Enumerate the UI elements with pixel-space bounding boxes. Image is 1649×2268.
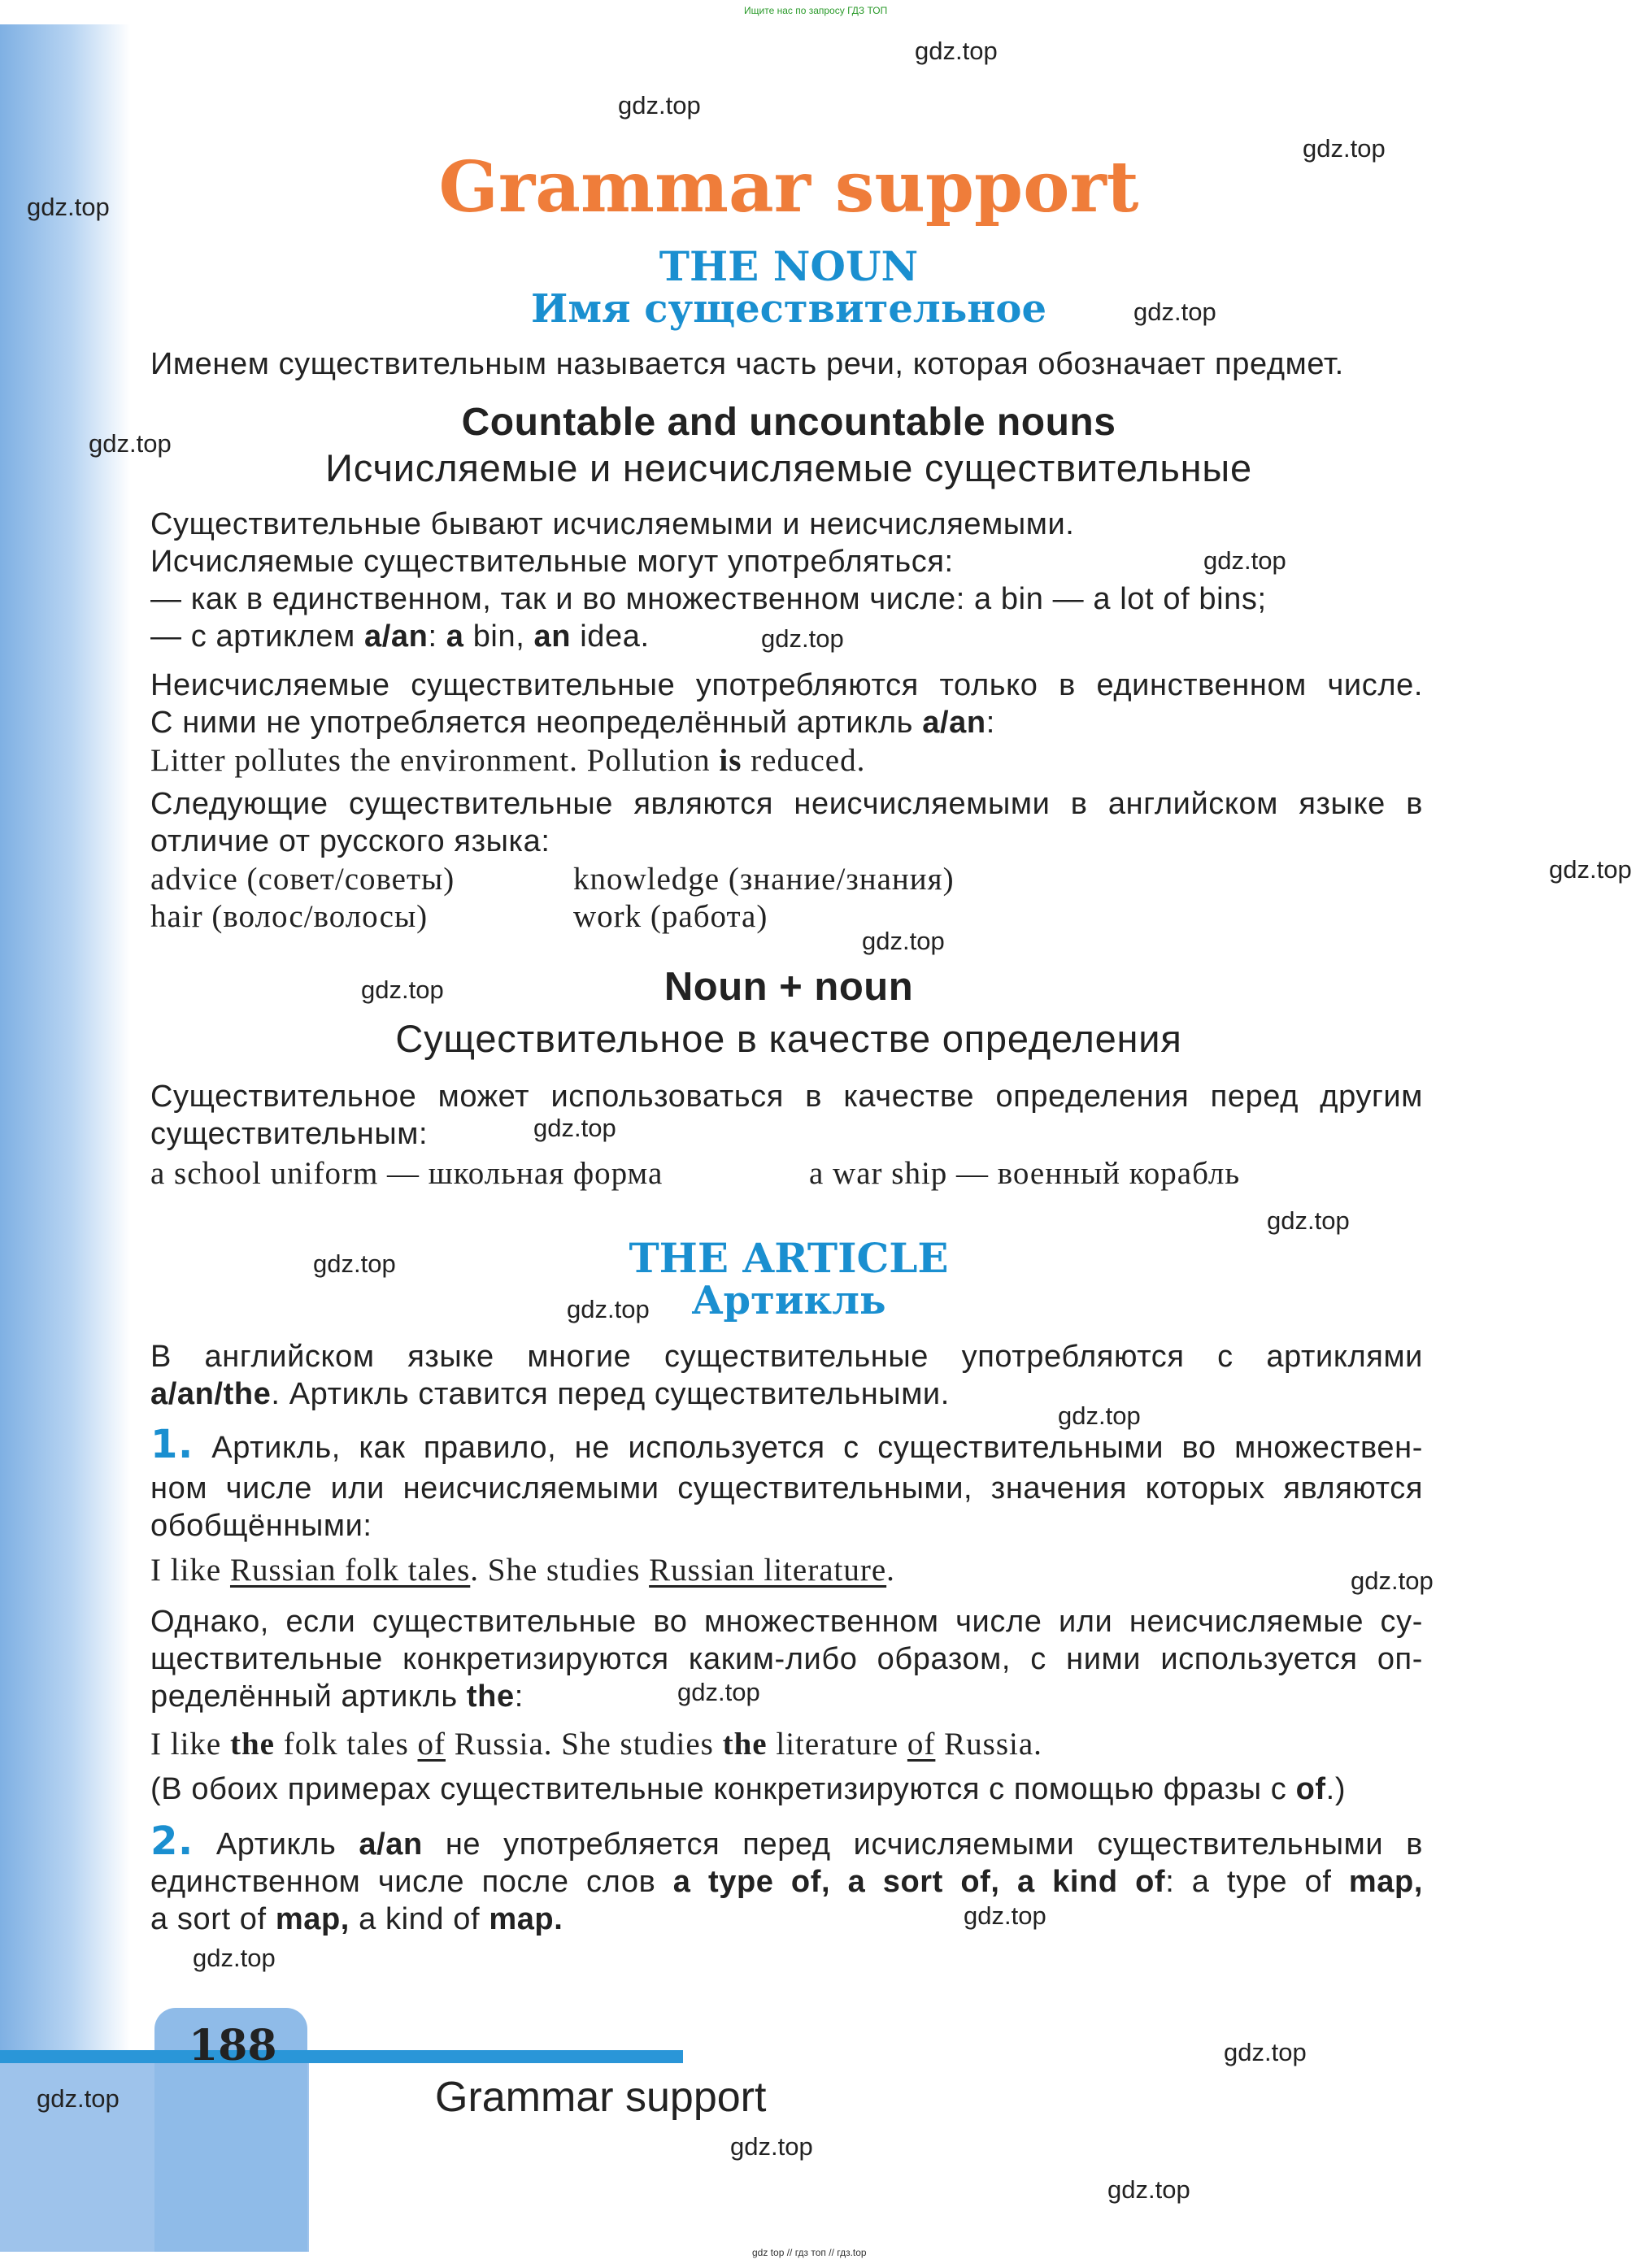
r2-l3-map1: map,	[275, 1902, 350, 1936]
watermark: gdz.top	[677, 1678, 760, 1706]
footer-rule	[0, 2050, 683, 2063]
r2-l3-map2: map.	[489, 1902, 563, 1936]
rule1-example	[150, 1551, 1423, 1589]
watermark: gdz.top	[915, 37, 998, 65]
noun-noun-p1-line2: существительным:	[150, 1117, 429, 1151]
countable-p6	[150, 704, 1423, 742]
countable-p7-line1: Следующие существительные являются неисчисляемыми в английском языке в	[150, 787, 1423, 821]
r1-ex-c: . She studies	[470, 1553, 650, 1588]
watermark: gdz.top	[964, 1901, 1046, 1930]
p6-text-a: С ними не употребляется неопределённый артикль	[150, 706, 923, 740]
watermark: gdz.top	[1224, 2038, 1307, 2066]
watermark: gdz.top	[533, 1114, 616, 1142]
rule1-line1	[150, 1422, 1423, 1467]
r1b-ex-of2: of	[907, 1727, 936, 1762]
r2-l2-a: единственном числе после слов	[150, 1865, 673, 1899]
noun-noun-heading-en: Noun + noun	[664, 965, 914, 1009]
r1b-ex-the1: the	[229, 1727, 275, 1762]
r2-l1-a: Артикль	[215, 1827, 359, 1862]
watermark: gdz.top	[37, 2084, 120, 2113]
article-intro-articles: a/an/the	[150, 1377, 272, 1411]
r1b-note-of: of	[1295, 1772, 1326, 1806]
word-work: work (работа)	[573, 899, 768, 934]
rule2-line1	[150, 1818, 1423, 1864]
watermark: gdz.top	[730, 2132, 813, 2161]
r2-l2-phrases: a type of, a sort of, a kind of	[672, 1865, 1166, 1899]
r2-l2-map: map,	[1348, 1865, 1424, 1899]
r1b-ex-e: Russia. She studies	[446, 1727, 723, 1762]
rule2-line3	[150, 1901, 1423, 1939]
countable-heading-en: Countable and uncountable nouns	[461, 401, 1116, 444]
r1b-ex-g: literature	[767, 1727, 907, 1762]
watermark: gdz.top	[1133, 298, 1216, 326]
watermark: gdz.top	[361, 975, 444, 1004]
r1b-note-c: .)	[1325, 1772, 1347, 1806]
watermark: gdz.top	[1203, 546, 1286, 575]
r1-ex-b: Russian folk tales	[229, 1553, 471, 1588]
rule1-line3: обобщёнными:	[150, 1509, 372, 1543]
r1b-l3-c: :	[514, 1679, 524, 1714]
p4-text-c: :	[428, 619, 446, 654]
ex1-is: is	[719, 743, 742, 778]
r1-ex-d: Russian literature	[649, 1553, 887, 1588]
page-title: Grammar support	[438, 146, 1139, 228]
noun-title-en: THE NOUN	[659, 242, 919, 290]
noun-noun-example-1: a school uniform — школьная форма	[150, 1156, 664, 1191]
watermark: gdz.top	[89, 429, 172, 458]
watermark: gdz.top	[1107, 2175, 1190, 2204]
r2-l1-c: не употребляется перед исчисляемыми существительными в	[422, 1827, 1423, 1862]
r1b-ex-the2: the	[722, 1727, 768, 1762]
noun-noun-heading-ru: Существительное в качестве определения	[395, 1017, 1182, 1060]
countable-p5: Неисчисляемые существительные употребляются только в единственном числе.	[150, 668, 1423, 702]
countable-example	[150, 741, 1423, 780]
footer-links[interactable]: gdz top // гдз топ // гдз.top	[752, 2247, 867, 2258]
p4-article: a/an	[364, 619, 429, 654]
noun-definition: Именем существительным называется часть речи, которая обозначает предмет.	[150, 347, 1344, 381]
watermark: gdz.top	[761, 624, 844, 653]
rule2-number: 2.	[150, 1818, 194, 1864]
watermark: gdz.top	[1303, 134, 1386, 163]
watermark: gdz.top	[313, 1249, 396, 1278]
r1b-ex-of1: of	[417, 1727, 446, 1762]
r1b-ex-c: folk tales	[274, 1727, 418, 1762]
r2-l2-c: : a type of	[1165, 1865, 1349, 1899]
watermark: gdz.top	[1351, 1566, 1434, 1595]
watermark: gdz.top	[862, 927, 945, 955]
rule1b-line1: Однако, если существительные во множественном числе или неисчисляемые су-	[150, 1605, 1423, 1639]
countable-p1: Существительные бывают исчисляемыми и неисчисляемыми.	[150, 507, 1075, 541]
ex1-text-a: Litter pollutes the environment. Pollution	[150, 743, 720, 778]
watermark: gdz.top	[1549, 855, 1632, 884]
article-intro-rest: . Артикль ставится перед существительными.	[271, 1377, 950, 1411]
noun-title-ru: Имя существительное	[531, 286, 1046, 332]
article-title-ru: Артикль	[691, 1278, 886, 1323]
countable-p3: — как в единственном, так и во множественном числе: a bin — a lot of bins;	[150, 582, 1267, 616]
article-intro-line1: В английском языке многие существительные употребляются с артиклями	[150, 1340, 1423, 1374]
rule1b-line2: ществительные конкретизируются каким-либо образом, с ними используется оп-	[150, 1642, 1423, 1676]
rule1b-line3	[150, 1678, 1423, 1716]
watermark: gdz.top	[618, 91, 701, 119]
page-number: 188	[189, 2021, 277, 2070]
countable-p2: Исчисляемые существительные могут употребляться:	[150, 545, 954, 579]
watermark: gdz.top	[27, 193, 110, 221]
footer-section-title: Grammar support	[435, 2074, 767, 2121]
p6-article: a/an	[922, 706, 986, 740]
search-hint-link[interactable]: Ищите нас по запросу ГДЗ ТОП	[744, 5, 888, 16]
noun-noun-p1-line1: Существительное может использоваться в качестве определения перед другим	[150, 1080, 1423, 1114]
watermark: gdz.top	[1267, 1206, 1350, 1235]
rule2-line2	[150, 1863, 1423, 1901]
r1-ex-a: I like	[150, 1553, 230, 1588]
noun-noun-example-2: a war ship — военный корабль	[809, 1156, 1241, 1191]
p4-a: a	[446, 619, 464, 654]
word-hair: hair (волос/волосы)	[150, 899, 429, 934]
article-title-en: THE ARTICLE	[629, 1234, 949, 1282]
side-gradient-strip	[0, 24, 130, 2244]
p4-text-e: bin,	[463, 619, 534, 654]
countable-heading-ru: Исчисляемые и неисчисляемые существительные	[325, 446, 1252, 489]
r2-l1-article: a/an	[359, 1827, 423, 1862]
countable-p7-line2: отличие от русского языка:	[150, 824, 550, 858]
watermark: gdz.top	[1058, 1401, 1141, 1430]
rule1-line2: ном числе или неисчисляемыми существительными, значения которых являются	[150, 1471, 1423, 1505]
r2-l3-c: a kind of	[349, 1902, 489, 1936]
rule1b-note	[150, 1771, 1423, 1809]
r1b-l3-a: ределённый артикль	[150, 1679, 467, 1714]
r1b-l3-the: the	[466, 1679, 515, 1714]
ex1-text-c: reduced.	[742, 743, 866, 778]
watermark: gdz.top	[193, 1944, 276, 1972]
p4-text-g: idea.	[571, 619, 650, 654]
word-knowledge: knowledge (знание/знания)	[573, 862, 955, 897]
r1b-ex-a: I like	[150, 1727, 230, 1762]
watermark: gdz.top	[567, 1295, 650, 1323]
r1b-note-a: (В обоих примерах существительные конкретизируются с помощью фразы с	[150, 1772, 1296, 1806]
p6-text-c: :	[985, 706, 995, 740]
p4-text-a: — с артиклем	[150, 619, 365, 654]
rule1-number: 1.	[150, 1422, 194, 1467]
article-intro-line2	[150, 1375, 1423, 1414]
p4-an: an	[533, 619, 572, 654]
r1-ex-e: .	[886, 1553, 895, 1588]
r2-l3-a: a sort of	[150, 1902, 276, 1936]
word-advice: advice (совет/советы)	[150, 862, 455, 897]
rule1-text-1: Артикль, как правило, не используется с существительными во множествен-	[211, 1431, 1423, 1465]
r1b-ex-i: Russia.	[935, 1727, 1042, 1762]
rule1b-example	[150, 1725, 1423, 1763]
